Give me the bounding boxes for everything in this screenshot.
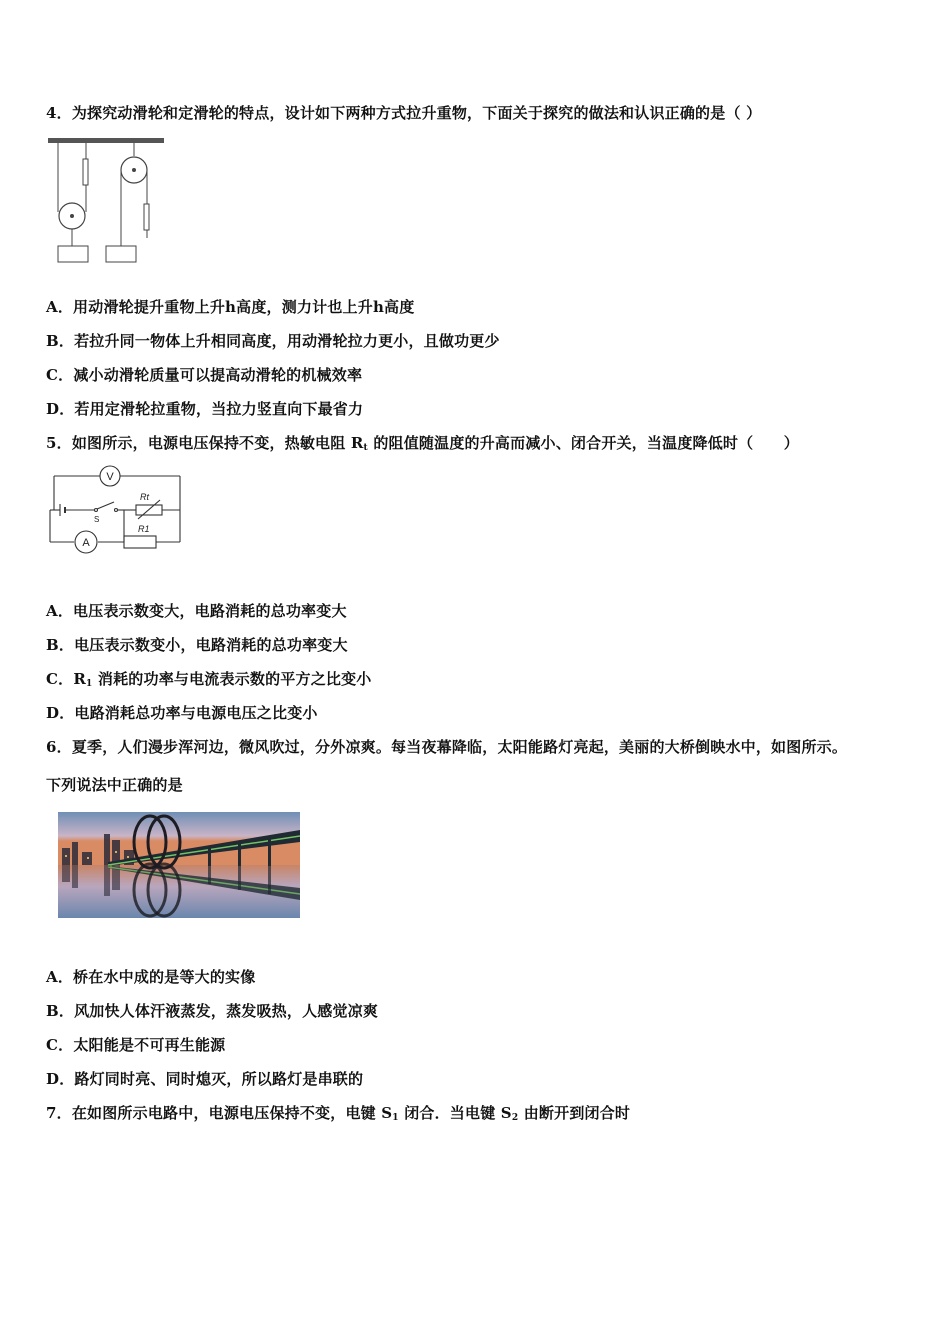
voltmeter-label: V	[106, 471, 114, 483]
ammeter-label: A	[82, 537, 90, 549]
q7-stem: 7．在如图所示电路中，电源电压保持不变，电键 $S_1$ 闭合．当电键 $S_2$ 由断开到闭合时	[46, 1104, 631, 1123]
q5-option-a: A．电压表示数变大，电路消耗的总功率变大	[46, 602, 347, 620]
q5-stem: 5．如图所示，电源电压保持不变，热敏电阻 $R_t$ 的阻值随温度的升高而减小、闭合开关，当温度降低时（ ）	[46, 434, 799, 453]
q5-option-c: C．$R_1$ 消耗的功率与电流表示数的平方之比变小	[46, 670, 372, 689]
q4-option-a: A．用动滑轮提升重物上升h高度，测力计也上升h高度	[46, 298, 415, 316]
bridge-photo	[58, 812, 300, 918]
q6-option-d: D．路灯同时亮、同时熄灭，所以路灯是串联的	[46, 1070, 364, 1088]
q4-stem: 4．为探究动滑轮和定滑轮的特点，设计如下两种方式拉升重物，下面关于探究的做法和认识正确的是（ ）	[46, 104, 762, 122]
q6-option-c: C．太阳能是不可再生能源	[46, 1036, 226, 1054]
q5-option-b: B．电压表示数变小，电路消耗的总功率变大	[46, 636, 348, 654]
q4-option-b: B．若拉升同一物体上升相同高度，用动滑轮拉力更小，且做功更少	[46, 332, 500, 350]
q6-option-a: A．桥在水中成的是等大的实像	[46, 968, 256, 986]
q6-stem-line2: 下列说法中正确的是	[46, 776, 183, 794]
q5-option-d: D．电路消耗总功率与电源电压之比变小	[46, 704, 318, 722]
q6-stem-line1: 6．夏季，人们漫步浑河边，微风吹过，分外凉爽。每当夜幕降临，太阳能路灯亮起，美丽的大桥倒映水中，如图所示。	[46, 738, 848, 756]
rt-label: Rt	[140, 492, 149, 502]
q6-option-b: B．风加快人体汗液蒸发，蒸发吸热，人感觉凉爽	[46, 1002, 379, 1020]
circuit-figure-q5	[46, 462, 186, 568]
switch-label: S	[94, 515, 100, 524]
q4-option-d: D．若用定滑轮拉重物，当拉力竖直向下最省力	[46, 400, 364, 418]
r1-label: R1	[138, 524, 150, 534]
pulley-figure	[46, 134, 170, 266]
q4-option-c: C．减小动滑轮质量可以提高动滑轮的机械效率	[46, 366, 363, 384]
